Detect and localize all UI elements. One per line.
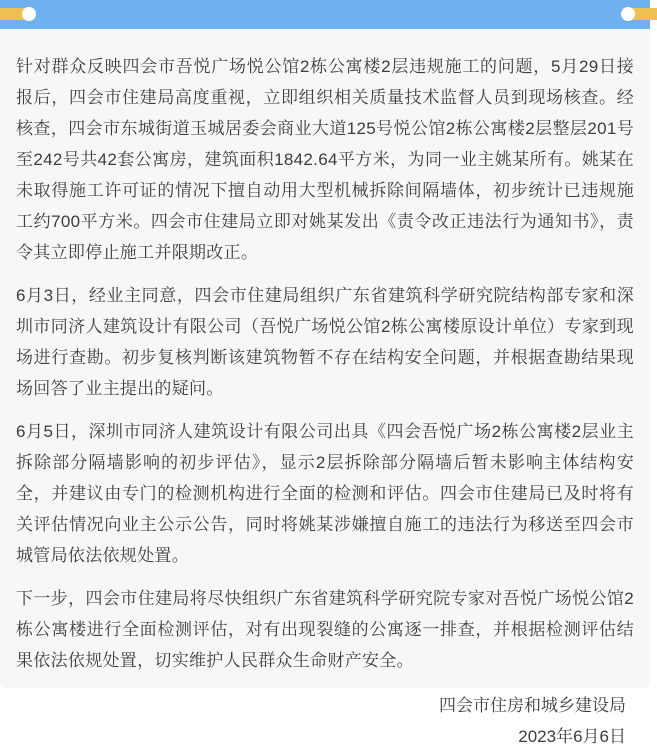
hanger-right-ring-icon: [621, 7, 635, 21]
hanger-left-ring-icon: [22, 7, 36, 21]
hanger-left-icon: [0, 8, 32, 20]
announcement-body: [0, 29, 650, 752]
announcement-paragraph-2: 6月3日，经业主同意，四会市住建局组织广东省建筑科学研究院结构部专家和深圳市同济人建筑设计有限公司（吾悦广场悦公馆2栋公寓楼原设计单位）专家到现场进行查勘。初步复核判断该建筑物暂不存在结构安全问题，并根据查勘结果现场回答了业主提出的疑问。: [16, 286, 634, 398]
signature-block: [16, 690, 634, 752]
announcement-paragraph-1: 针对群众反映四会市吾悦广场悦公馆2栋公寓楼2层违规施工的问题，5月29日接报后，四会市住建局高度重视，立即组织相关质量技术监督人员到现场核查。经核查，四会市东城街道玉城居委会商业大道125号悦公馆2栋公寓楼2层整层201号至242号共42套公寓房，建筑面积1842.64平方米，为同一业主姚某所有。姚某在未取得施工许可证的情况下擅自动用大型机械拆除间隔墙体，初步统计已违规施工约700平方米。四会市住建局立即对姚某发出《责令改正违法行为通知书》，责令其立即停止施工并限期改正。: [16, 57, 634, 262]
issuing-authority: 四会市住房和城乡建设局: [439, 696, 626, 715]
hanger-right-icon: [625, 8, 657, 20]
issue-date: 2023年6月6日: [518, 727, 626, 746]
announcement-paragraph-4: 下一步，四会市住建局将尽快组织广东省建筑科学研究院专家对吾悦广场悦公馆2栋公寓楼进行全面检测评估，对有出现裂缝的公寓逐一排查，并根据检测评估结果依法依规处置，切实维护人民群众生命财产安全。: [16, 589, 634, 670]
announcement-paragraph-3: 6月5日，深圳市同济人建筑设计有限公司出具《四会吾悦广场2栋公寓楼2层业主拆除部分隔墙影响的初步评估》，显示2层拆除部分隔墙后暂未影响主体结构安全，并建议由专门的检测机构进行全面的检测和评估。四会市住建局已及时将有关评估情况向业主公示公告，同时将姚某涉嫌擅自施工的违法行为移送至四会市城管局依法依规处置。: [16, 422, 634, 565]
header-banner: [0, 0, 650, 29]
